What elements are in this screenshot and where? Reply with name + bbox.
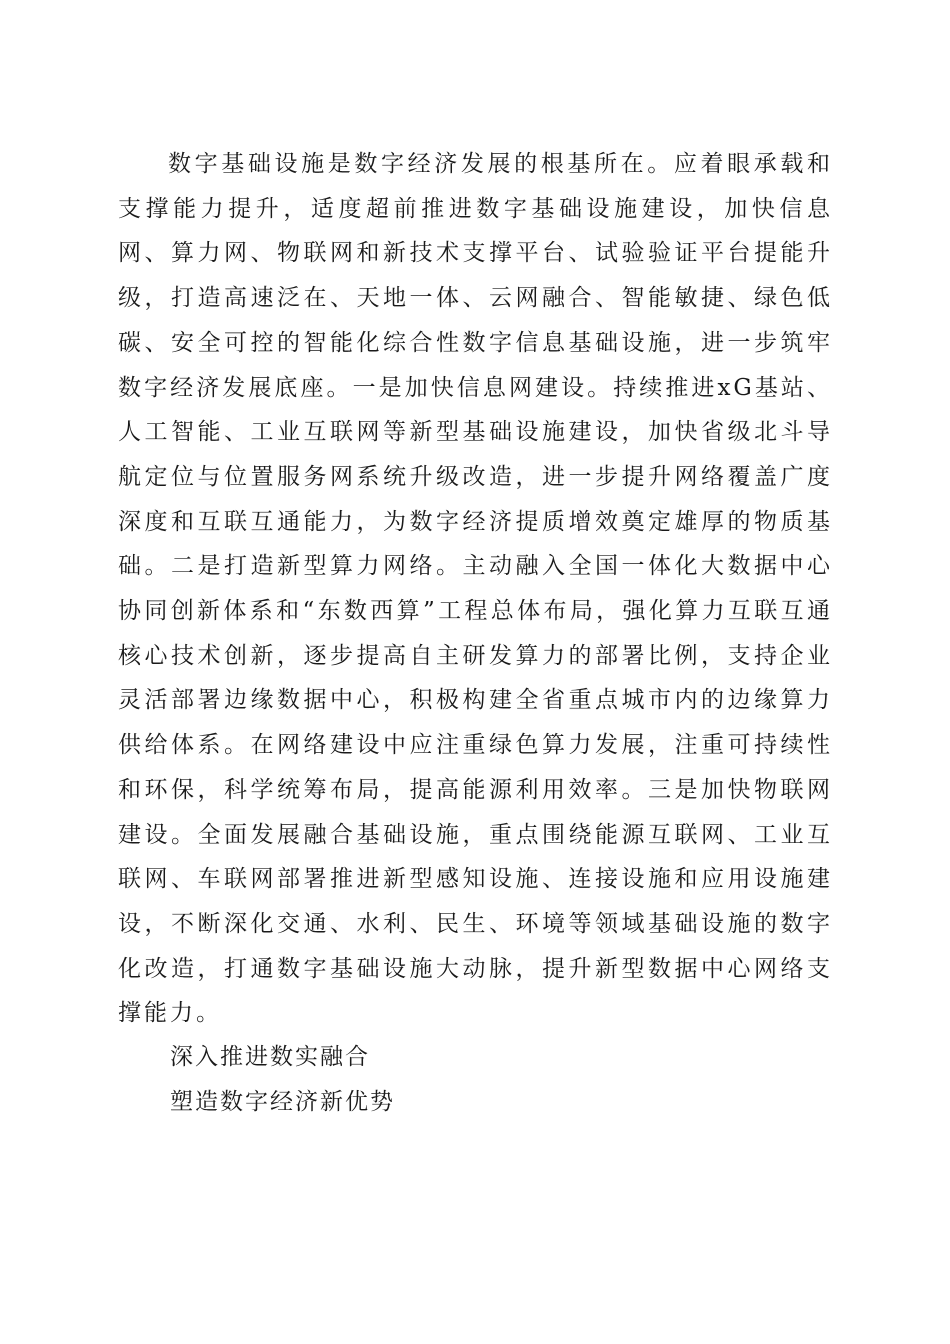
section-heading-line-1: 深入推进数实融合 — [170, 1044, 370, 1070]
section-heading-line-2: 塑造数字经济新优势 — [170, 1089, 395, 1115]
body-paragraph: 数字基础设施是数字经济发展的根基所在。应着眼承载和支撑能力提升，适度超前推进数字基础设施建设，加快信息网、算力网、物联网和新技术支撑平台、试验验证平台提能升级，打造高速泛在、天地一体、云网融合、智能敏捷、绿色低碳、安全可控的智能化综合性数字信息基础设施，进一步筑牢数字经济发展底座。一是加快信息网建设。持续推进xG基站、人工智能、工业互联网等新型基础设施建设，加快省级北斗导航定位与位置服务网系统升级改造，进一步提升网络覆盖广度深度和互联互通能力，为数字经济提质增效奠定雄厚的物质基础。二是打造新型算力网络。主动融入全国一体化大数据中心协同创新体系和“东数西算”工程总体布局，强化算力互联互通核心技术创新，逐步提高自主研发算力的部署比例，支持企业灵活部署边缘数据中心，积极构建全省重点城市内的边缘算力供给体系。在网络建设中应注重绿色算力发展，注重可持续性和环保，科学统筹布局，提高能源利用效率。三是加快物联网建设。全面发展融合基础设施，重点围绕能源互联网、工业互联网、车联网部署推进新型感知设施、连接设施和应用设施建设，不断深化交通、水利、民生、环境等领域基础设施的数字化改造，打通数字基础设施大动脉，提升新型数据中心网络支撑能力。 — [118, 151, 833, 1027]
